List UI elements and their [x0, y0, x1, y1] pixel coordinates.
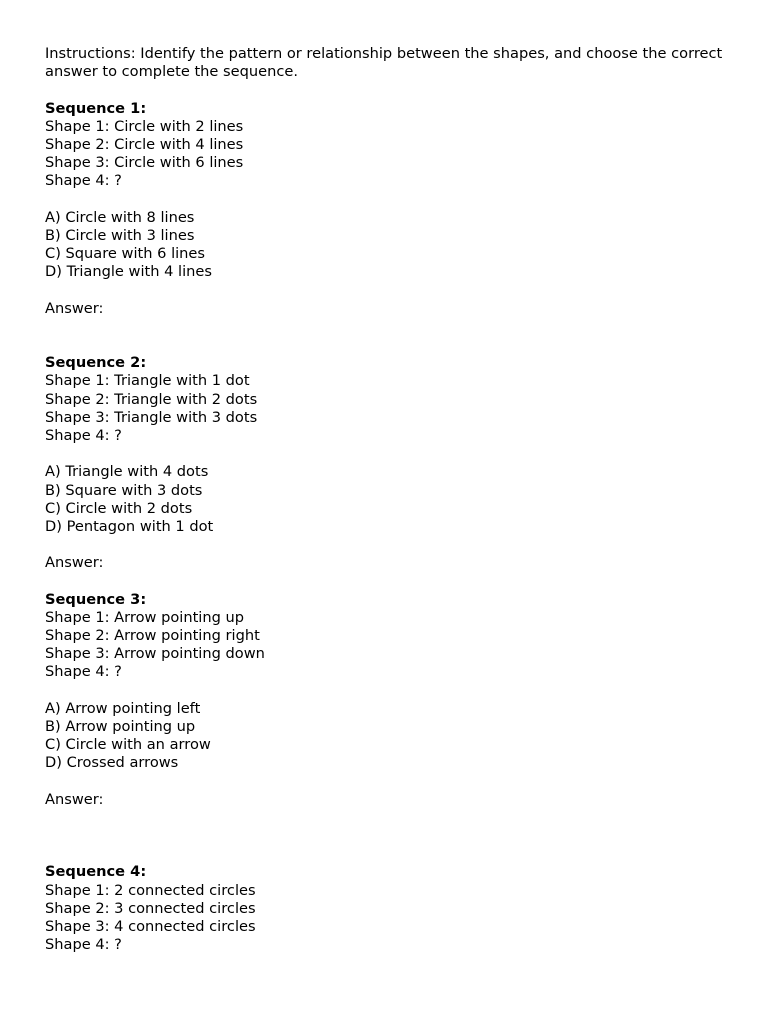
sequence-heading: Sequence 2:: [45, 354, 147, 372]
option-d: D) Pentagon with 1 dot: [45, 517, 214, 535]
shape-item: Shape 1: Arrow pointing up: [45, 608, 245, 626]
option-b: B) Arrow pointing up: [45, 717, 196, 735]
spacer: [45, 827, 725, 845]
spacer: [45, 191, 725, 209]
document-body: [45, 45, 725, 954]
option-b: B) Square with 3 dots: [45, 481, 203, 499]
option-a: A) Circle with 8 lines: [45, 208, 195, 226]
spacer: [45, 336, 725, 354]
answer-label: Answer:: [45, 554, 104, 572]
spacer: [45, 318, 725, 336]
option-d: D) Crossed arrows: [45, 754, 179, 772]
sequence-heading: Sequence 3:: [45, 590, 147, 608]
option-b: B) Circle with 3 lines: [45, 226, 195, 244]
option-a: A) Arrow pointing left: [45, 699, 201, 717]
spacer: [45, 809, 725, 827]
answer-label: Answer:: [45, 299, 104, 317]
shape-item: Shape 2: 3 connected circles: [45, 899, 256, 917]
shape-item: Shape 4: ?: [45, 172, 122, 190]
shape-item: Shape 2: Triangle with 2 dots: [45, 390, 258, 408]
sequence-heading: Sequence 1:: [45, 99, 147, 117]
shape-item: Shape 4: ?: [45, 663, 122, 681]
spacer: [45, 81, 725, 99]
spacer: [45, 845, 725, 863]
option-c: C) Square with 6 lines: [45, 245, 206, 263]
sequence-2: [45, 354, 725, 590]
option-c: C) Circle with 2 dots: [45, 499, 193, 517]
option-c: C) Circle with an arrow: [45, 736, 211, 754]
shape-item: Shape 4: ?: [45, 426, 122, 444]
shape-item: Shape 3: 4 connected circles: [45, 918, 256, 936]
sequence-4: [45, 863, 725, 954]
shape-item: Shape 1: Triangle with 1 dot: [45, 372, 250, 390]
sequence-3: [45, 591, 725, 864]
spacer: [45, 536, 725, 554]
option-a: A) Triangle with 4 dots: [45, 463, 209, 481]
sequence-heading: Sequence 4:: [45, 863, 147, 881]
shape-item: Shape 3: Triangle with 3 dots: [45, 408, 258, 426]
sequence-1: [45, 100, 725, 355]
spacer: [45, 572, 725, 590]
spacer: [45, 445, 725, 463]
shape-item: Shape 2: Circle with 4 lines: [45, 135, 244, 153]
shape-item: Shape 3: Circle with 6 lines: [45, 154, 244, 172]
option-d: D) Triangle with 4 lines: [45, 263, 212, 281]
shape-item: Shape 3: Arrow pointing down: [45, 645, 265, 663]
shape-item: Shape 2: Arrow pointing right: [45, 627, 260, 645]
shape-item: Shape 1: 2 connected circles: [45, 881, 256, 899]
shape-item: Shape 1: Circle with 2 lines: [45, 117, 244, 135]
spacer: [45, 773, 725, 791]
spacer: [45, 281, 725, 299]
shape-item: Shape 4: ?: [45, 936, 122, 954]
instructions-text: Instructions: Identify the pattern or relationship between the shapes, and choose the correct answer to complete the sequence.: [45, 45, 723, 81]
spacer: [45, 682, 725, 700]
answer-label: Answer:: [45, 790, 104, 808]
